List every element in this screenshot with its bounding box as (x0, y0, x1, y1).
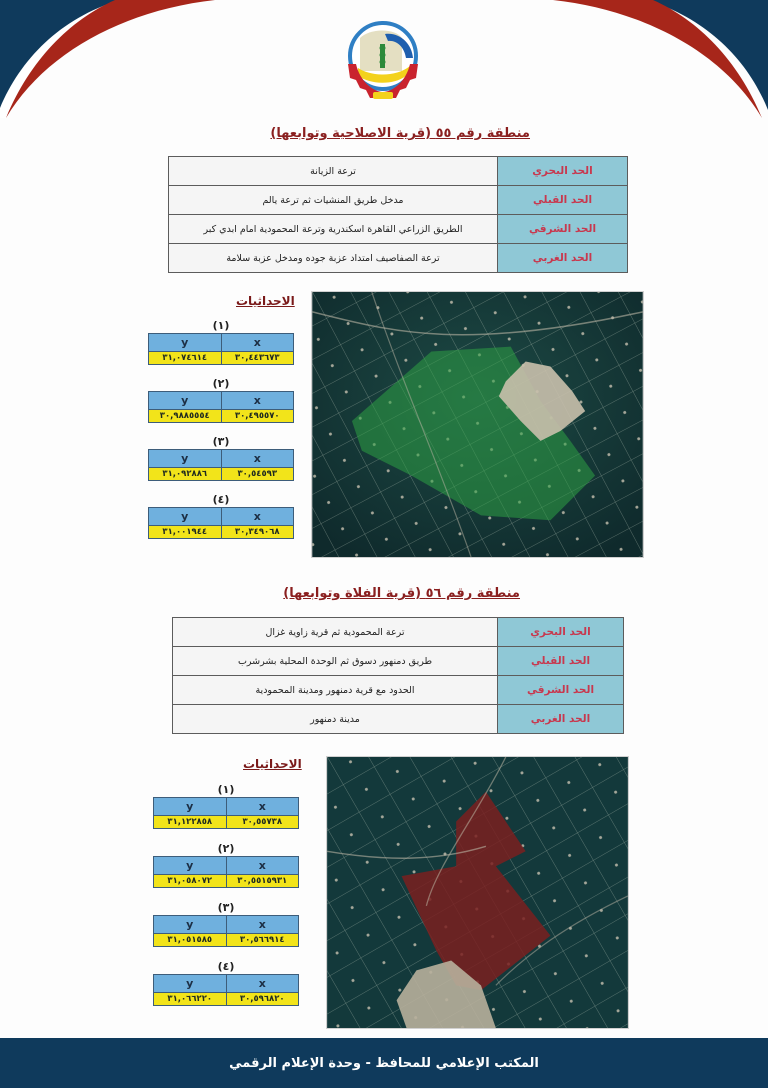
governorate-logo (340, 16, 426, 104)
coord-x-header: x (226, 975, 299, 993)
coord-y-header: y (154, 975, 227, 993)
coord-y-value: ٣١,٠٧٤٦١٤ (149, 352, 222, 365)
coord-x-header: x (226, 857, 299, 875)
coord-y-value: ٣١,١٢٢٨٥٨ (154, 816, 227, 829)
coord-y-value: ٣١,٠٠١٩٤٤ (149, 526, 222, 539)
coord-y-value: ٣١,٠٩٢٨٨٦ (149, 468, 222, 481)
coord-index: (٤) (212, 493, 230, 506)
footer-text: المكتب الإعلامي للمحافظ - وحدة الإعلام الرقمي (229, 1055, 539, 1071)
bound-label-west: الحد الغربي (498, 705, 624, 734)
coord-index: (٣) (217, 901, 235, 914)
table-row (173, 705, 624, 734)
zone-2-coord-2 (153, 842, 299, 888)
coord-index: (٢) (217, 842, 235, 855)
bound-label-east: الحد الشرقي (498, 676, 624, 705)
coord-x-value: ٣٠,٥٦٦٩١٤ (226, 934, 299, 947)
bound-label-east: الحد الشرقي (498, 215, 628, 244)
coord-table (153, 974, 299, 1006)
coord-x-header: x (221, 508, 294, 526)
coord-y-value: ٣١,٠٥١٥٨٥ (154, 934, 227, 947)
zone-1-coord-4 (148, 493, 294, 539)
coord-x-value: ٣٠,٤٩٥٥٧٠ (221, 410, 294, 423)
coord-x-value: ٣٠,٥٤٥٩٣ (221, 468, 294, 481)
bound-label-north: الحد البحري (498, 618, 624, 647)
zone-1-coord-3 (148, 435, 294, 481)
coord-x-value: ٣٠,٤٤٣٦٧٣ (221, 352, 294, 365)
bound-label-west: الحد الغربي (498, 244, 628, 273)
coord-index: (٢) (212, 377, 230, 390)
bound-value-west: ترعة الصفاصيف امتداد عزبة جوده ومدخل عزبة سلامة (169, 244, 498, 273)
coord-y-value: ٣١,٠٦٦٢٢٠ (154, 993, 227, 1006)
coord-y-value: ٣١,٠٥٨٠٧٢ (154, 875, 227, 888)
coord-index: (٤) (217, 960, 235, 973)
coord-y-header: y (154, 916, 227, 934)
coord-table (153, 856, 299, 888)
coord-table (148, 507, 294, 539)
table-row (169, 244, 628, 273)
zone-1-bounds-table (168, 156, 628, 273)
bound-value-north: ترعة الزيانة (169, 157, 498, 186)
coord-x-value: ٣٠,٥٥٧٣٨ (226, 816, 299, 829)
coord-y-header: y (149, 392, 222, 410)
table-row (173, 676, 624, 705)
bound-value-west: مدينة دمنهور (173, 705, 498, 734)
coord-y-header: y (149, 334, 222, 352)
coord-x-header: x (221, 334, 294, 352)
zone-1-coord-1 (148, 319, 294, 365)
coord-y-header: y (149, 508, 222, 526)
table-row (169, 157, 628, 186)
coord-index: (٣) (212, 435, 230, 448)
table-row (173, 647, 624, 676)
coord-table (148, 391, 294, 423)
bound-label-south: الحد القبلي (498, 186, 628, 215)
bound-value-south: مدخل طريق المنشيات ثم ترعة يالم (169, 186, 498, 215)
table-row (173, 618, 624, 647)
coord-y-header: y (154, 798, 227, 816)
bound-label-south: الحد القبلي (498, 647, 624, 676)
coord-x-header: x (226, 798, 299, 816)
zone-2-bounds-table (172, 617, 624, 734)
coord-x-value: ٣٠,٣٤٩٠٦٨ (221, 526, 294, 539)
zone-1-title: منطقة رقم ٥٥ (قرية الاصلاحية وتوابعها) (270, 126, 530, 141)
table-row (169, 215, 628, 244)
zone-2-coord-1 (153, 783, 299, 829)
coord-x-header: x (221, 392, 294, 410)
coord-y-value: ٣٠,٩٨٨٥٥٥٤ (149, 410, 222, 423)
coord-index: (١) (212, 319, 230, 332)
zone-2-coord-4 (153, 960, 299, 1006)
zone-1-coords-title: الاحداثيات (236, 294, 295, 308)
bound-value-east: الطريق الزراعي القاهرة اسكندرية وترعة المحمودية امام ابدي كبر (169, 215, 498, 244)
bound-value-south: طريق دمنهور دسوق ثم الوحدة المحلية بشرشرب (173, 647, 498, 676)
bound-label-north: الحد البحري (498, 157, 628, 186)
zone-1-satellite-map (311, 291, 644, 558)
coord-x-value: ٣٠,٥٩٦٨٢٠ (226, 993, 299, 1006)
zone-2-title: منطقة رقم ٥٦ (قرية الفلاة وتوابعها) (283, 586, 520, 601)
coord-x-value: ٣٠,٥٥١٥٩٣١ (226, 875, 299, 888)
bound-value-north: ترعة المحمودية ثم قرية زاوية غزال (173, 618, 498, 647)
coord-index: (١) (217, 783, 235, 796)
bound-value-east: الحدود مع قرية دمنهور ومدينة المحمودية (173, 676, 498, 705)
table-row (169, 186, 628, 215)
zone-2-coord-3 (153, 901, 299, 947)
coord-table (148, 449, 294, 481)
coord-table (153, 797, 299, 829)
coord-table (148, 333, 294, 365)
zone-1-coord-2 (148, 377, 294, 423)
coord-x-header: x (221, 450, 294, 468)
coord-table (153, 915, 299, 947)
coord-y-header: y (154, 857, 227, 875)
zone-2-satellite-map (326, 756, 629, 1029)
coord-x-header: x (226, 916, 299, 934)
footer-banner (0, 1038, 768, 1088)
zone-2-coords-title: الاحداثيات (243, 757, 302, 771)
coord-y-header: y (149, 450, 222, 468)
